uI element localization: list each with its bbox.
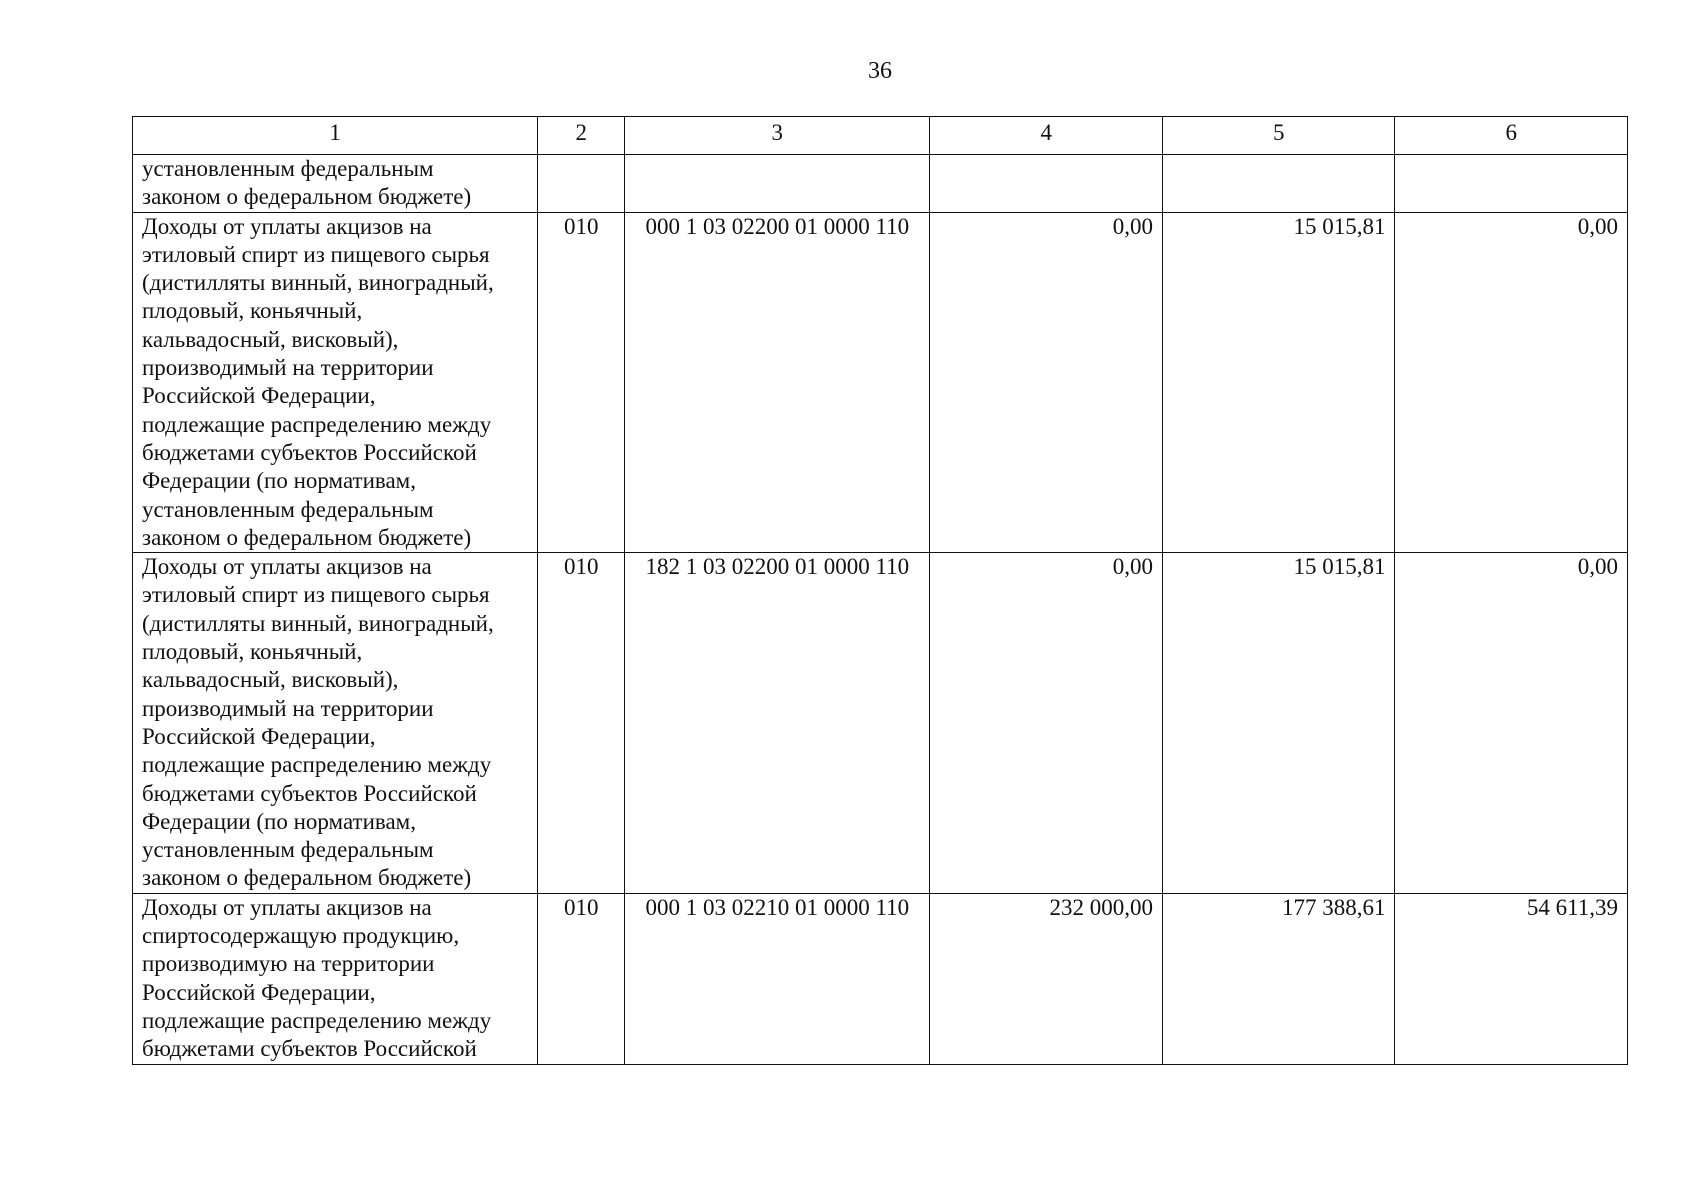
table-row (133, 553, 1628, 894)
column-header-3: 3 (625, 117, 930, 155)
unexecuted-amount (1395, 155, 1628, 213)
page-number: 36 (868, 58, 892, 84)
description-line: подлежащие распределению между (142, 411, 492, 437)
description-line: спиртосодержащую продукцию, (142, 923, 460, 949)
column-header-5: 5 (1162, 117, 1395, 155)
description-line: Федерации (по нормативам, (142, 808, 416, 834)
description-line: плодовый, коньячный, (142, 639, 363, 665)
description-line: плодовый, коньячный, (142, 298, 363, 324)
unexecuted-amount: 0,00 (1395, 553, 1628, 894)
description-line: законом о федеральном бюджете) (142, 865, 472, 891)
table-row (133, 155, 1628, 213)
column-header-4: 4 (930, 117, 1163, 155)
description-line: Российской Федерации, (142, 723, 376, 749)
description-line: Доходы от уплаты акцизов на (142, 213, 432, 239)
description-line: Доходы от уплаты акцизов на (142, 894, 432, 920)
description-line: бюджетами субъектов Российской (142, 780, 477, 806)
description-line: Федерации (по нормативам, (142, 468, 416, 494)
column-header-6: 6 (1395, 117, 1628, 155)
budget-classification-code: 182 1 03 02200 01 0000 110 (625, 553, 930, 894)
description-line: кальвадосный, висковый), (142, 326, 399, 352)
description-line: производимый на территории (142, 355, 434, 381)
description-line: бюджетами субъектов Российской (142, 1036, 477, 1062)
description-line: производимый на территории (142, 695, 434, 721)
description-line: установленным федеральным (142, 496, 434, 522)
line-code: 010 (538, 553, 625, 894)
description-line: этиловый спирт из пищевого сырья (142, 241, 490, 267)
budget-classification-code (625, 155, 930, 213)
description-line: установленным федеральным (142, 837, 434, 863)
description-line: производимую на территории (142, 951, 435, 977)
column-header-2: 2 (538, 117, 625, 155)
executed-amount: 15 015,81 (1162, 553, 1395, 894)
description-line: Российской Федерации, (142, 383, 376, 409)
row-description (133, 212, 538, 553)
description-line: бюджетами субъектов Российской (142, 439, 477, 465)
column-header-1: 1 (133, 117, 538, 155)
budget-classification-code: 000 1 03 02200 01 0000 110 (625, 212, 930, 553)
unexecuted-amount: 0,00 (1395, 212, 1628, 553)
description-line: Российской Федерации, (142, 979, 376, 1005)
description-line: установленным федеральным (142, 156, 434, 181)
budget-classification-code: 000 1 03 02210 01 0000 110 (625, 893, 930, 1064)
description-line: (дистилляты винный, виноградный, (142, 270, 494, 296)
revenue-table (132, 116, 1628, 1065)
approved-amount: 0,00 (930, 212, 1163, 553)
row-description (133, 553, 538, 894)
description-line: кальвадосный, висковый), (142, 667, 399, 693)
table-row (133, 893, 1628, 1064)
table-row (133, 212, 1628, 553)
approved-amount: 0,00 (930, 553, 1163, 894)
executed-amount (1162, 155, 1395, 213)
table-header-row (133, 117, 1628, 155)
description-line: подлежащие распределению между (142, 1007, 492, 1033)
line-code (538, 155, 625, 213)
executed-amount: 177 388,61 (1162, 893, 1395, 1064)
row-description (133, 893, 538, 1064)
line-code: 010 (538, 893, 625, 1064)
approved-amount (930, 155, 1163, 213)
row-description (133, 155, 538, 213)
description-line: этиловый спирт из пищевого сырья (142, 582, 490, 608)
description-line: подлежащие распределению между (142, 752, 492, 778)
description-line: законом о федеральном бюджете) (142, 184, 472, 210)
unexecuted-amount: 54 611,39 (1395, 893, 1628, 1064)
description-line: Доходы от уплаты акцизов на (142, 554, 432, 580)
description-line: (дистилляты винный, виноградный, (142, 610, 494, 636)
line-code: 010 (538, 212, 625, 553)
approved-amount: 232 000,00 (930, 893, 1163, 1064)
executed-amount: 15 015,81 (1162, 212, 1395, 553)
description-line: законом о федеральном бюджете) (142, 524, 472, 550)
